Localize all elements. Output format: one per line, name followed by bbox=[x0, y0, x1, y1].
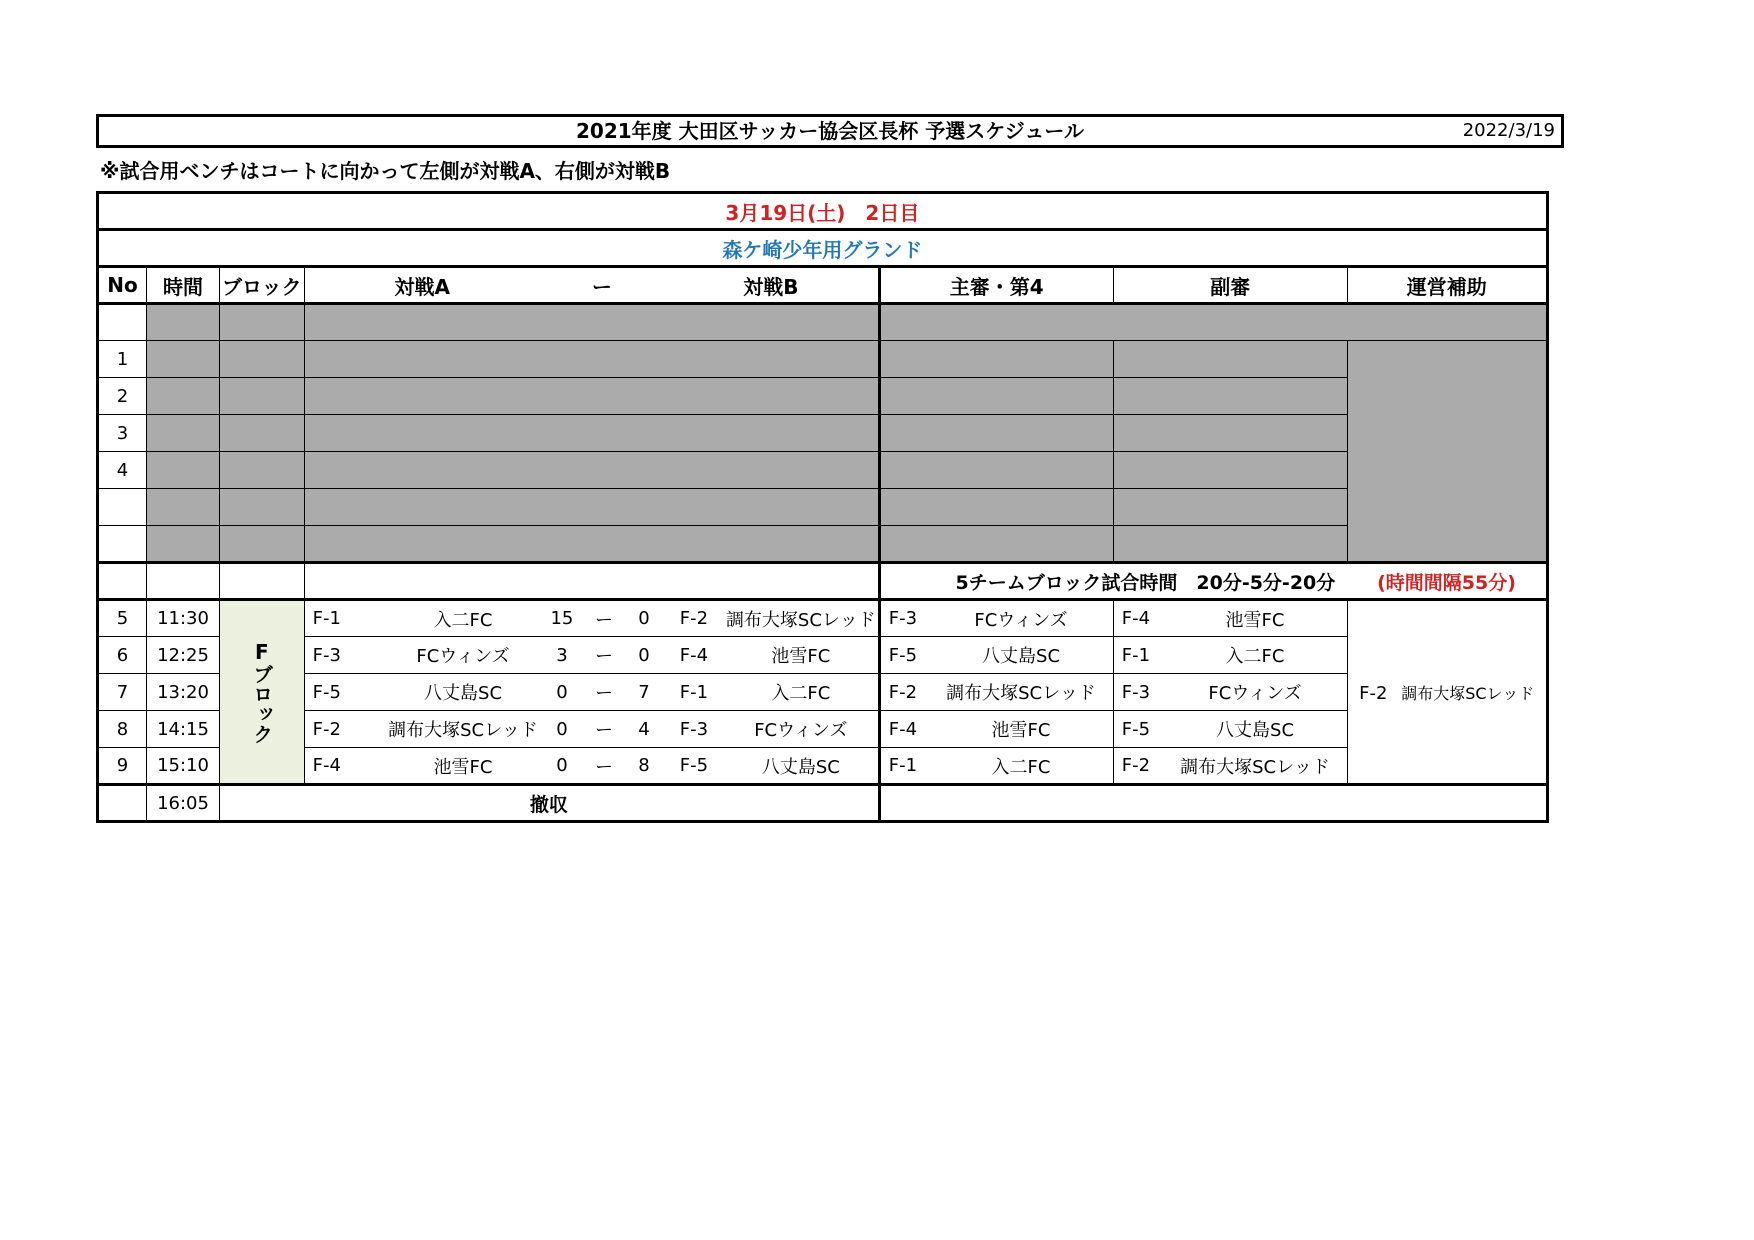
col-no: No bbox=[98, 267, 147, 304]
col-dash: ー bbox=[540, 267, 664, 304]
col-block: ブロック bbox=[220, 267, 305, 304]
support-code: F-2 bbox=[1359, 682, 1388, 704]
closing-row bbox=[98, 785, 1548, 822]
schedule-table bbox=[96, 191, 1549, 823]
venue-row bbox=[98, 230, 1548, 267]
ast-code: F-5 bbox=[1113, 711, 1163, 748]
header-date: 2022/3/19 bbox=[1462, 120, 1555, 141]
col-match-a: 対戦A bbox=[304, 267, 540, 304]
b-code: F-5 bbox=[664, 748, 724, 785]
col-match-b: 対戦B bbox=[664, 267, 879, 304]
row-no: 4 bbox=[98, 452, 147, 489]
a-score: 15 bbox=[540, 600, 584, 637]
ref-code: F-5 bbox=[879, 637, 929, 674]
match-no: 9 bbox=[98, 748, 147, 785]
score-dash: ー bbox=[584, 711, 624, 748]
a-team: 入二FC bbox=[386, 600, 540, 637]
row-no: 2 bbox=[98, 378, 147, 415]
gray-row bbox=[98, 304, 1548, 341]
score-dash: ー bbox=[584, 674, 624, 711]
col-support: 運営補助 bbox=[1347, 267, 1547, 304]
a-code: F-5 bbox=[304, 674, 386, 711]
b-score: 8 bbox=[624, 748, 664, 785]
closing-label: 撤収 bbox=[220, 785, 880, 822]
a-team: 調布大塚SCレッド bbox=[386, 711, 540, 748]
ast-team: 入二FC bbox=[1163, 637, 1347, 674]
match-time: 15:10 bbox=[147, 748, 220, 785]
day-label: 3月19日(土) 2日目 bbox=[98, 193, 1548, 230]
a-team: FCウィンズ bbox=[386, 637, 540, 674]
b-team: 入二FC bbox=[724, 674, 879, 711]
match-no: 8 bbox=[98, 711, 147, 748]
row-no: 3 bbox=[98, 415, 147, 452]
ast-code: F-2 bbox=[1113, 748, 1163, 785]
support-team: 調布大塚SCレッド bbox=[1401, 683, 1535, 703]
title-bar bbox=[96, 114, 1564, 148]
match-time: 12:25 bbox=[147, 637, 220, 674]
b-team: 池雪FC bbox=[724, 637, 879, 674]
info-row bbox=[98, 563, 1548, 600]
match-row bbox=[98, 637, 1548, 674]
b-score: 0 bbox=[624, 600, 664, 637]
ast-team: FCウィンズ bbox=[1163, 674, 1347, 711]
ast-code: F-3 bbox=[1113, 674, 1163, 711]
page-title: 2021年度 大田区サッカー協会区長杯 予選スケジュール bbox=[576, 119, 1084, 143]
b-team: 調布大塚SCレッド bbox=[724, 600, 879, 637]
col-referee: 主審・第4 bbox=[879, 267, 1113, 304]
ast-team: 八丈島SC bbox=[1163, 711, 1347, 748]
match-no: 5 bbox=[98, 600, 147, 637]
b-team: 八丈島SC bbox=[724, 748, 879, 785]
empty-row bbox=[98, 415, 1548, 452]
ref-code: F-1 bbox=[879, 748, 929, 785]
ast-code: F-1 bbox=[1113, 637, 1163, 674]
block-label-cell bbox=[220, 600, 305, 785]
b-code: F-1 bbox=[664, 674, 724, 711]
a-team: 池雪FC bbox=[386, 748, 540, 785]
b-score: 7 bbox=[624, 674, 664, 711]
empty-row bbox=[98, 526, 1548, 563]
a-code: F-1 bbox=[304, 600, 386, 637]
header-row bbox=[98, 267, 1548, 304]
ref-team: 八丈島SC bbox=[929, 637, 1113, 674]
ast-code: F-4 bbox=[1113, 600, 1163, 637]
ast-team: 調布大塚SCレッド bbox=[1163, 748, 1347, 785]
block-label: Fブロック bbox=[249, 640, 274, 744]
score-dash: ー bbox=[584, 637, 624, 674]
ref-code: F-3 bbox=[879, 600, 929, 637]
ref-team: FCウィンズ bbox=[929, 600, 1113, 637]
a-code: F-2 bbox=[304, 711, 386, 748]
support-assignment bbox=[1347, 600, 1547, 785]
a-code: F-4 bbox=[304, 748, 386, 785]
b-score: 0 bbox=[624, 637, 664, 674]
b-code: F-4 bbox=[664, 637, 724, 674]
col-assistant: 副審 bbox=[1113, 267, 1347, 304]
closing-time: 16:05 bbox=[147, 785, 220, 822]
b-code: F-3 bbox=[664, 711, 724, 748]
match-no: 7 bbox=[98, 674, 147, 711]
day-row bbox=[98, 193, 1548, 230]
col-time: 時間 bbox=[147, 267, 220, 304]
score-dash: ー bbox=[584, 600, 624, 637]
match-time: 13:20 bbox=[147, 674, 220, 711]
ref-team: 池雪FC bbox=[929, 711, 1113, 748]
row-no: 1 bbox=[98, 341, 147, 378]
format-info: 5チームブロック試合時間 20分-5分-20分 bbox=[879, 563, 1347, 600]
ref-team: 調布大塚SCレッド bbox=[929, 674, 1113, 711]
ref-code: F-2 bbox=[879, 674, 929, 711]
match-row bbox=[98, 748, 1548, 785]
empty-row bbox=[98, 341, 1548, 378]
interval-info: (時間間隔55分) bbox=[1347, 563, 1547, 600]
support-gray bbox=[1347, 341, 1547, 563]
ref-team: 入二FC bbox=[929, 748, 1113, 785]
score-dash: ー bbox=[584, 748, 624, 785]
ref-code: F-4 bbox=[879, 711, 929, 748]
bench-note: ※試合用ベンチはコートに向かって左側が対戦A、右側が対戦B bbox=[100, 159, 671, 183]
a-score: 0 bbox=[540, 674, 584, 711]
b-team: FCウィンズ bbox=[724, 711, 879, 748]
a-score: 0 bbox=[540, 748, 584, 785]
match-row bbox=[98, 600, 1548, 637]
match-time: 11:30 bbox=[147, 600, 220, 637]
match-row bbox=[98, 674, 1548, 711]
empty-row bbox=[98, 489, 1548, 526]
a-score: 0 bbox=[540, 711, 584, 748]
a-code: F-3 bbox=[304, 637, 386, 674]
match-row bbox=[98, 711, 1548, 748]
empty-row bbox=[98, 378, 1548, 415]
a-score: 3 bbox=[540, 637, 584, 674]
empty-row bbox=[98, 452, 1548, 489]
match-time: 14:15 bbox=[147, 711, 220, 748]
match-no: 6 bbox=[98, 637, 147, 674]
venue-label: 森ケ崎少年用グランド bbox=[98, 230, 1548, 267]
a-team: 八丈島SC bbox=[386, 674, 540, 711]
b-score: 4 bbox=[624, 711, 664, 748]
b-code: F-2 bbox=[664, 600, 724, 637]
ast-team: 池雪FC bbox=[1163, 600, 1347, 637]
